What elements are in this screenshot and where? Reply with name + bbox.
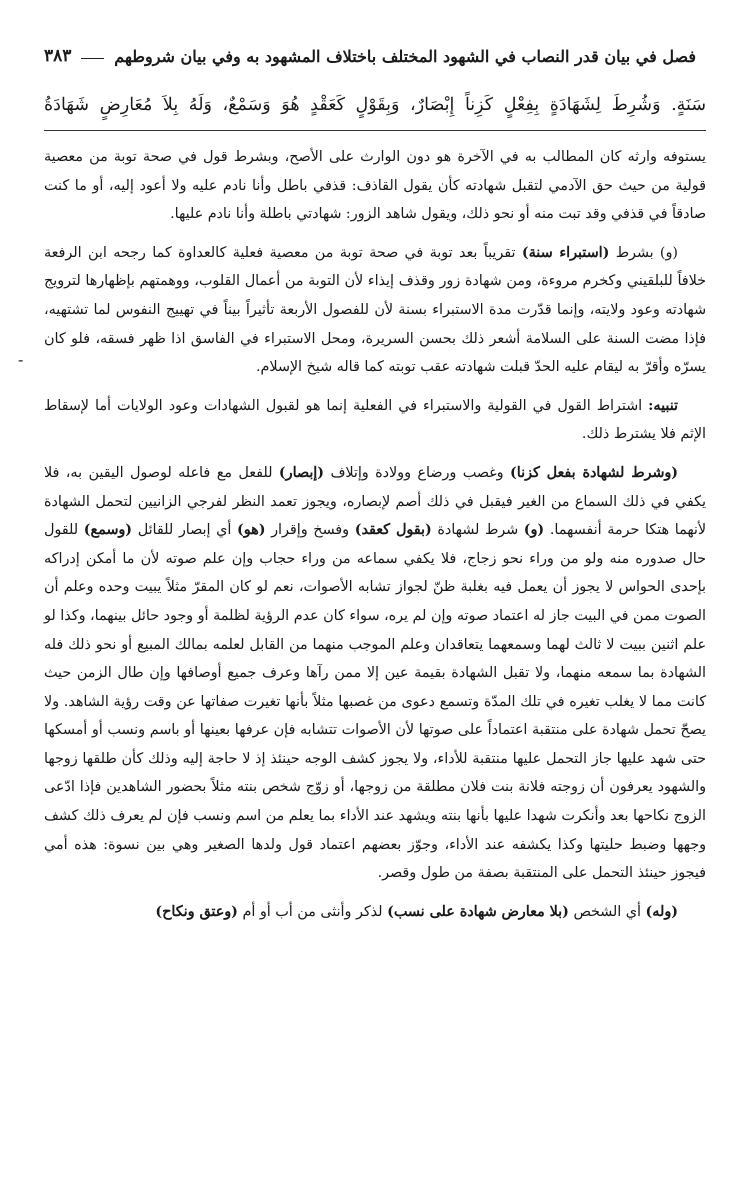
p4-bold-2: (إبصار) — [278, 464, 325, 481]
matn-verse: سَنَةٍ. وَشُرِطَ لِشَهَادَةٍ بِفِعْلٍ كَزِناً إِبْصَارٌ، وَبِقَوْلٍ كَعَقْدٍ هُوَ وَسَمْعٌ، وَلَهُ بِلاَ مُعَارِضٍ شَهَادَةُ — [44, 90, 706, 131]
p4-text-4: وفسخ وإقرار — [271, 522, 350, 539]
paragraph-2-rest: تقريباً بعد توبة في صحة توبة من معصية فعلية كالعداوة كما رجحه ابن الرفعة خلافاً للبلقيني وكخرم مروءة، ومن شهادة زور وقذف إيذاء لأن التوبة من أعمال القلوب، ووهمتهم بإظهارها لترويج شهادته وعود ولايته، وإنما قدّرت مدة الاستبراء بسنة لأن للفصول الأربعة تأثيراً بيناً في تهييج النفوس لما تشتهيه، فإذا مضت السنة على السلامة أشعر ذلك بحسن السريرة، ومحل الاستبراء في الفاسق اذا ظهر فسقه، فلو كان يسرّه وأقرّ به ليقام عليه الحدّ قبلت شهادته عقب توبته كما قاله شيخ الإسلام. — [44, 244, 706, 376]
p5-text-1: أي الشخص — [573, 903, 641, 920]
p4-text-5: أي إبصار للقائل — [137, 522, 232, 539]
note-text: اشتراط القول في القولية والاستبراء في الفعلية إنما هو لقبول الشهادات وعود الولايات أما لإسقاط الإثم فلا يشترط ذلك. — [44, 397, 706, 443]
p4-bold-5: (هو) — [237, 522, 266, 539]
paragraph-2 — [44, 239, 706, 382]
p5-text-2: لذكر وأنثى من أب أو أم — [242, 903, 383, 920]
note-label: تنبيه: — [648, 397, 679, 414]
p5-bold-3: (وعتق ونكاح) — [155, 903, 238, 920]
page-number: ٣٨٣ — [44, 46, 72, 66]
page-header — [44, 40, 696, 72]
p4-bold-3: (و) — [523, 522, 545, 539]
paragraph-4 — [44, 459, 706, 888]
paragraph-2-pre: (و) بشرط — [615, 244, 678, 261]
paragraph-2-bold: (استبراء سنة) — [521, 244, 610, 261]
p5-bold-2: (بلا معارض شهادة على نسب) — [387, 903, 569, 920]
p4-bold-1: (وشرط لشهادة بفعل كزنا) — [509, 464, 679, 481]
running-title: فصل في بيان قدر النصاب في الشهود المختلف باختلاف المشهود به وفي بيان شروطهم — [114, 46, 696, 66]
commentary-body — [44, 143, 706, 926]
paragraph-5 — [44, 898, 706, 927]
paragraph-3-note — [44, 392, 706, 449]
p4-text-2: للفعل مع فاعله لوصول اليقين به، فلا يكفي في ذلك السماع من الغير فيقبل في ذلك أصم لإبصاره، ويجوز تعمد النظر لفرجي الزانيين لتحمل الشهادة لأنهما هتكا حرمة أنفسهما. — [44, 464, 707, 539]
margin-mark: - — [18, 350, 24, 369]
p4-text-1: وغصب ورضاع وولادة وإتلاف — [330, 464, 504, 481]
p4-bold-4: (بقول كعقد) — [354, 522, 432, 539]
p4-text-3: شرط لشهادة — [437, 522, 519, 539]
p5-bold-1: (وله) — [645, 903, 678, 920]
paragraph-1: يستوفه وارثه كان المطالب به في الآخرة هو دون الوارث على الأصح، وبشرط قول في صحة توبة من معصية قولية من حيث حق الآدمي لتقبل شهادته كأن يقول القاذف: قذفي باطل وأنا نادم عليه ولا أعود إليه، أو ما كنت صادقاً في قذفي وقد تبت منه أو نحو ذلك، ويقول شاهد الزور: شهادتي باطلة وأنا نادم عليها. — [44, 149, 706, 223]
p4-text-6: للقول حال صدوره منه ولو من وراء نحو زجاج، فلا يكفي سماعه من وراء حجاب وإن علم صوته لأن ما أمكن إدراكه بإحدى الحواس لا يجوز أن يعمل فيه بغلبة ظنّ لجواز تشابه الأصوات، نعم لو كان المقرّ مثلاً يبيت وحده وعلم أن الصوت ممن في البيت جاز له اعتماد صوته وإن لم يره، سواء كان عدم الرؤية لظلمة أو وجود حائل بينهما، وكذا لو علم اثنين ببيت لا ثالث لهما وسمعهما يتعاقدان وعلم الموجب منهما من القابل لعلمه بمالك المبيع أو نحو ذلك فله الشهادة بما سمعه منهما، ولا تقبل الشهادة بقيمة عين إلا ممن رآها وعرف جميع أوصافها وإن طال الزمن حيث كانت مما لا يغلب تغيره في تلك المدّة وتسمع دعوى من غصبها مثلاً بأنها تغيرت صفاتها عن وقت رؤية الشاهد. ولا يصحّ تحمل شهادة على منتقبة اعتماداً على صوتها لأن الأصوات تتشابه فإن عرفها بعينها أو باسم ونسب أو أمسكها حتى شهد عليها جاز التحمل عليها منتقبة للأداء، ولا يجوز كشف الوجه حينئذ إذ لا حاجة إليه وذلك كأن طلقها زوجها والشهود يعرفون أن زوجته فلانة بنت فلان مطلقة من زوجها، أو زوّج شخص بنته مثلاً بحضور الشاهدين فإذا ادّعى الزوج نكاحها بعد وأنكرت شهدا عليها بأنها بنته ويشهد عند الأداء بما يعلم من اسم ونسب فإن لم يعرف ذلك كشف وجهها وضبط حليتها وكذا يكشفه عند الأداء، وجوّز بعضهم اعتماد قول ولدها الصغير وهي بين نسوة: هذه أمي فيجوز حينئذ التحمل على المنتقبة بصفة من طول وقصر. — [44, 522, 706, 882]
p4-bold-6: (وسمع) — [83, 522, 133, 539]
header-rule — [81, 58, 104, 59]
